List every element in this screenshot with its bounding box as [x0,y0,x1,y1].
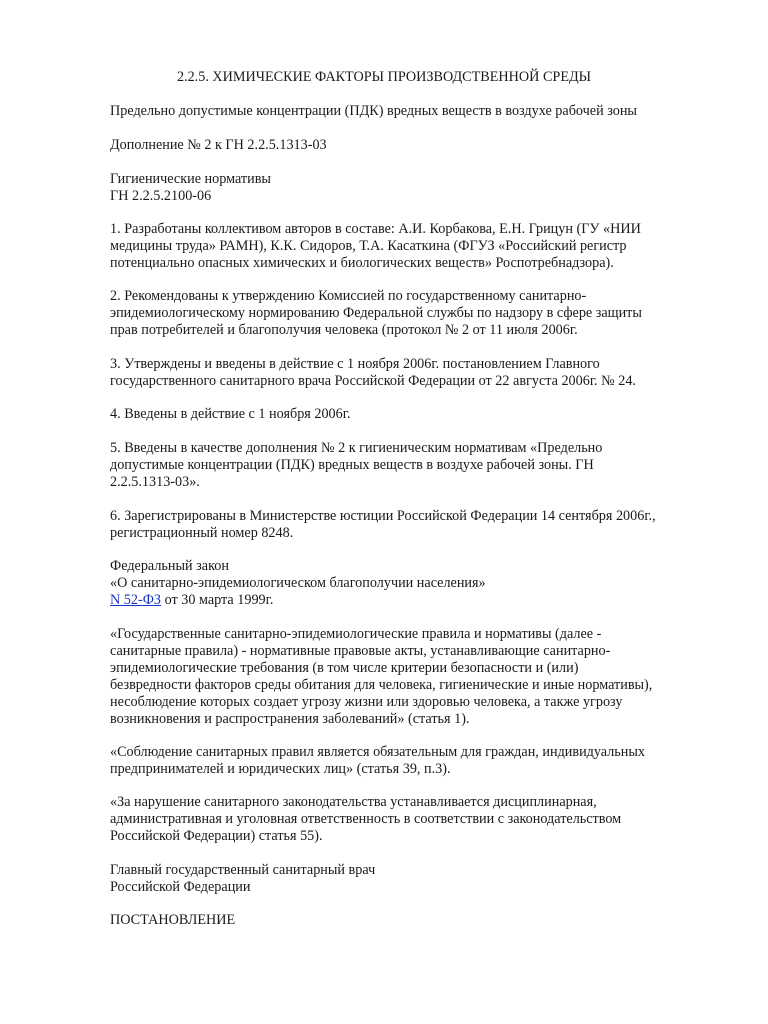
norms-heading-line: ГН 2.2.5.2100-06 [110,188,212,204]
federal-law-block [110,558,710,609]
federal-law-reference [110,592,710,609]
item-line: 3. Утверждены и введены в действие с 1 ноября 2006г. постановлением Главного [110,356,600,372]
norms-heading [110,171,710,205]
quote-3 [110,794,710,845]
quote-line: безвредности факторов среды обитания для человека, гигиенические и иные нормативы), [110,677,653,693]
item-line: 2. Рекомендованы к утверждению Комиссией по государственному санитарно- [110,288,587,304]
item-1 [110,221,710,272]
supplement-line: Дополнение № 2 к ГН 2.2.5.1313-03 [110,137,327,153]
item-line: 1. Разработаны коллективом авторов в составе: А.И. Корбакова, Е.Н. Грицун (ГУ «НИИ [110,221,641,237]
item-line: 2.2.5.1313-03». [110,474,200,490]
law-number-link[interactable]: N 52-ФЗ [110,592,162,608]
item-line: регистрационный номер 8248. [110,525,294,541]
quote-line: возникновения и распространения заболеваний» (статья 1). [110,711,470,727]
document-subtitle: Предельно допустимые концентрации (ПДК) вредных веществ в воздухе рабочей зоны [110,103,637,119]
item-line: 4. Введены в действие с 1 ноября 2006г. [110,406,351,422]
signatory-block [110,862,710,896]
item-6 [110,508,710,542]
quote-line: «Соблюдение санитарных правил является обязательным для граждан, индивидуальных [110,744,645,760]
item-line: 5. Введены в качестве дополнения № 2 к гигиеническим нормативам «Предельно [110,440,603,456]
quote-line: Российской Федерации) статья 55). [110,828,323,844]
item-line: потенциально опасных химических и биологических веществ» Роспотребнадзора). [110,255,614,271]
quote-2 [110,744,710,778]
item-line: эпидемиологическому нормированию Федеральной службы по надзору в сфере защиты [110,305,642,321]
item-line: допустимые концентрации (ПДК) вредных веществ в воздухе рабочей зоны. ГН [110,457,594,473]
quote-1 [110,626,710,728]
quote-line: санитарные правила) - нормативные правовые акты, устанавливающие санитарно- [110,643,611,659]
quote-line: предпринимателей и юридических лиц» (статья 39, п.3). [110,761,451,777]
quote-line: «Государственные санитарно-эпидемиологические правила и нормативы (далее - [110,626,602,642]
item-3 [110,356,710,390]
item-5 [110,440,710,491]
signatory-line: Главный государственный санитарный врач [110,862,376,878]
signatory-line: Российской Федерации [110,879,251,895]
item-line: медицины труда» РАМН), К.К. Сидоров, Т.А. Касаткина (ФГУЗ «Российский регистр [110,238,627,254]
quote-line: несоблюдение которых создает угрозу жизни или здоровью человека, а также угрозу [110,694,623,710]
item-line: государственного санитарного врача Российской Федерации от 22 августа 2006г. № 24. [110,373,636,389]
item-2 [110,288,710,339]
item-4 [110,406,710,423]
federal-law-name: «О санитарно-эпидемиологическом благополучии населения» [110,575,486,591]
norms-heading-line: Гигиенические нормативы [110,171,271,187]
quote-line: «За нарушение санитарного законодательства устанавливается дисциплинарная, [110,794,597,810]
resolution-heading: ПОСТАНОВЛЕНИЕ [110,912,236,928]
law-date: от 30 марта 1999г. [161,592,274,608]
federal-law-label: Федеральный закон [110,558,229,574]
document-title: 2.2.5. ХИМИЧЕСКИЕ ФАКТОРЫ ПРОИЗВОДСТВЕННОЙ СРЕДЫ [176,69,592,85]
item-line: прав потребителей и благополучия человека (протокол № 2 от 11 июля 2006г. [110,322,578,338]
item-line: 6. Зарегистрированы в Министерстве юстиции Российской Федерации 14 сентября 2006г., [110,508,656,524]
quote-line: административная и уголовная ответственность в соответствии с законодательством [110,811,622,827]
quote-line: эпидемиологические требования (в том числе критерии безопасности и (или) [110,660,579,676]
